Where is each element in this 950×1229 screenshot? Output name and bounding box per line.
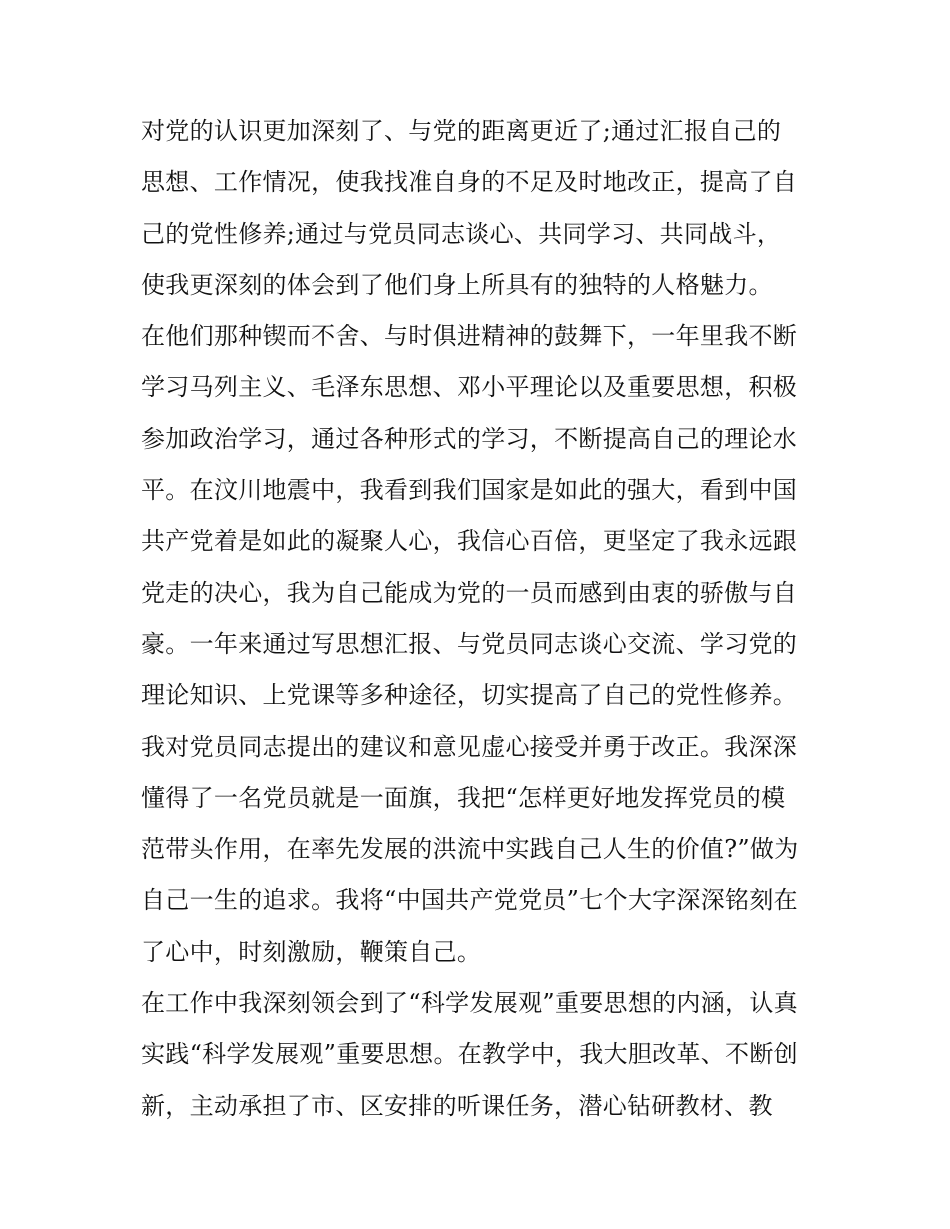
- text-line: 新，主动承担了市、区安排的听课任务，潜心钻研教材、教: [141, 1091, 773, 1120]
- text-line: 在他们那种锲而不舍、与时俱进精神的鼓舞下，一年里我不断: [141, 322, 798, 351]
- text-line: 对党的认识更加深刻了、与党的距离更近了;通过汇报自己的: [141, 117, 782, 145]
- text-line: 共产党着是如此的凝聚人心，我信心百倍，更坚定了我永远跟: [141, 527, 798, 556]
- text-line: 懂得了一名党员就是一面旗，我把“怎样更好地发挥党员的模: [141, 783, 786, 812]
- text-line: 理论知识、上党课等多种途径，切实提高了自己的党性修养。: [141, 681, 798, 710]
- document-body: [141, 106, 821, 1132]
- text-line: 范带头作用，在率先发展的洪流中实践自己人生的价值?”做为: [141, 835, 799, 864]
- text-line: 平。在汶川地震中，我看到我们国家是如此的强大，看到中国: [141, 476, 798, 505]
- text-line: 党走的决心，我为自己能成为党的一员而感到由衷的骄傲与自: [141, 578, 798, 607]
- text-line: 学习马列主义、毛泽东思想、邓小平理论以及重要思想，积极: [141, 373, 798, 402]
- text-line: 豪。一年来通过写思想汇报、与党员同志谈心交流、学习党的: [141, 629, 798, 658]
- text-line: 参加政治学习，通过各种形式的学习，不断提高自己的理论水: [141, 424, 798, 453]
- text-line: 思想、工作情况，使我找准自身的不足及时地改正，提高了自: [141, 168, 798, 197]
- text-line: 我对党员同志提出的建议和意见虚心接受并勇于改正。我深深: [141, 732, 798, 761]
- text-line: 使我更深刻的体会到了他们身上所具有的独特的人格魅力。: [141, 270, 773, 299]
- text-line: 实践“科学发展观”重要思想。在教学中，我大胆改革、不断创: [141, 1040, 798, 1069]
- text-line: 了心中，时刻激励，鞭策自己。: [141, 937, 482, 966]
- text-line: 自己一生的追求。我将“中国共产党党员”七个大字深深铭刻在: [141, 886, 798, 915]
- text-line: 在工作中我深刻领会到了“科学发展观”重要思想的内涵，认真: [141, 989, 798, 1018]
- text-line: 己的党性修养;通过与党员同志谈心、共同学习、共同战斗，: [141, 219, 782, 248]
